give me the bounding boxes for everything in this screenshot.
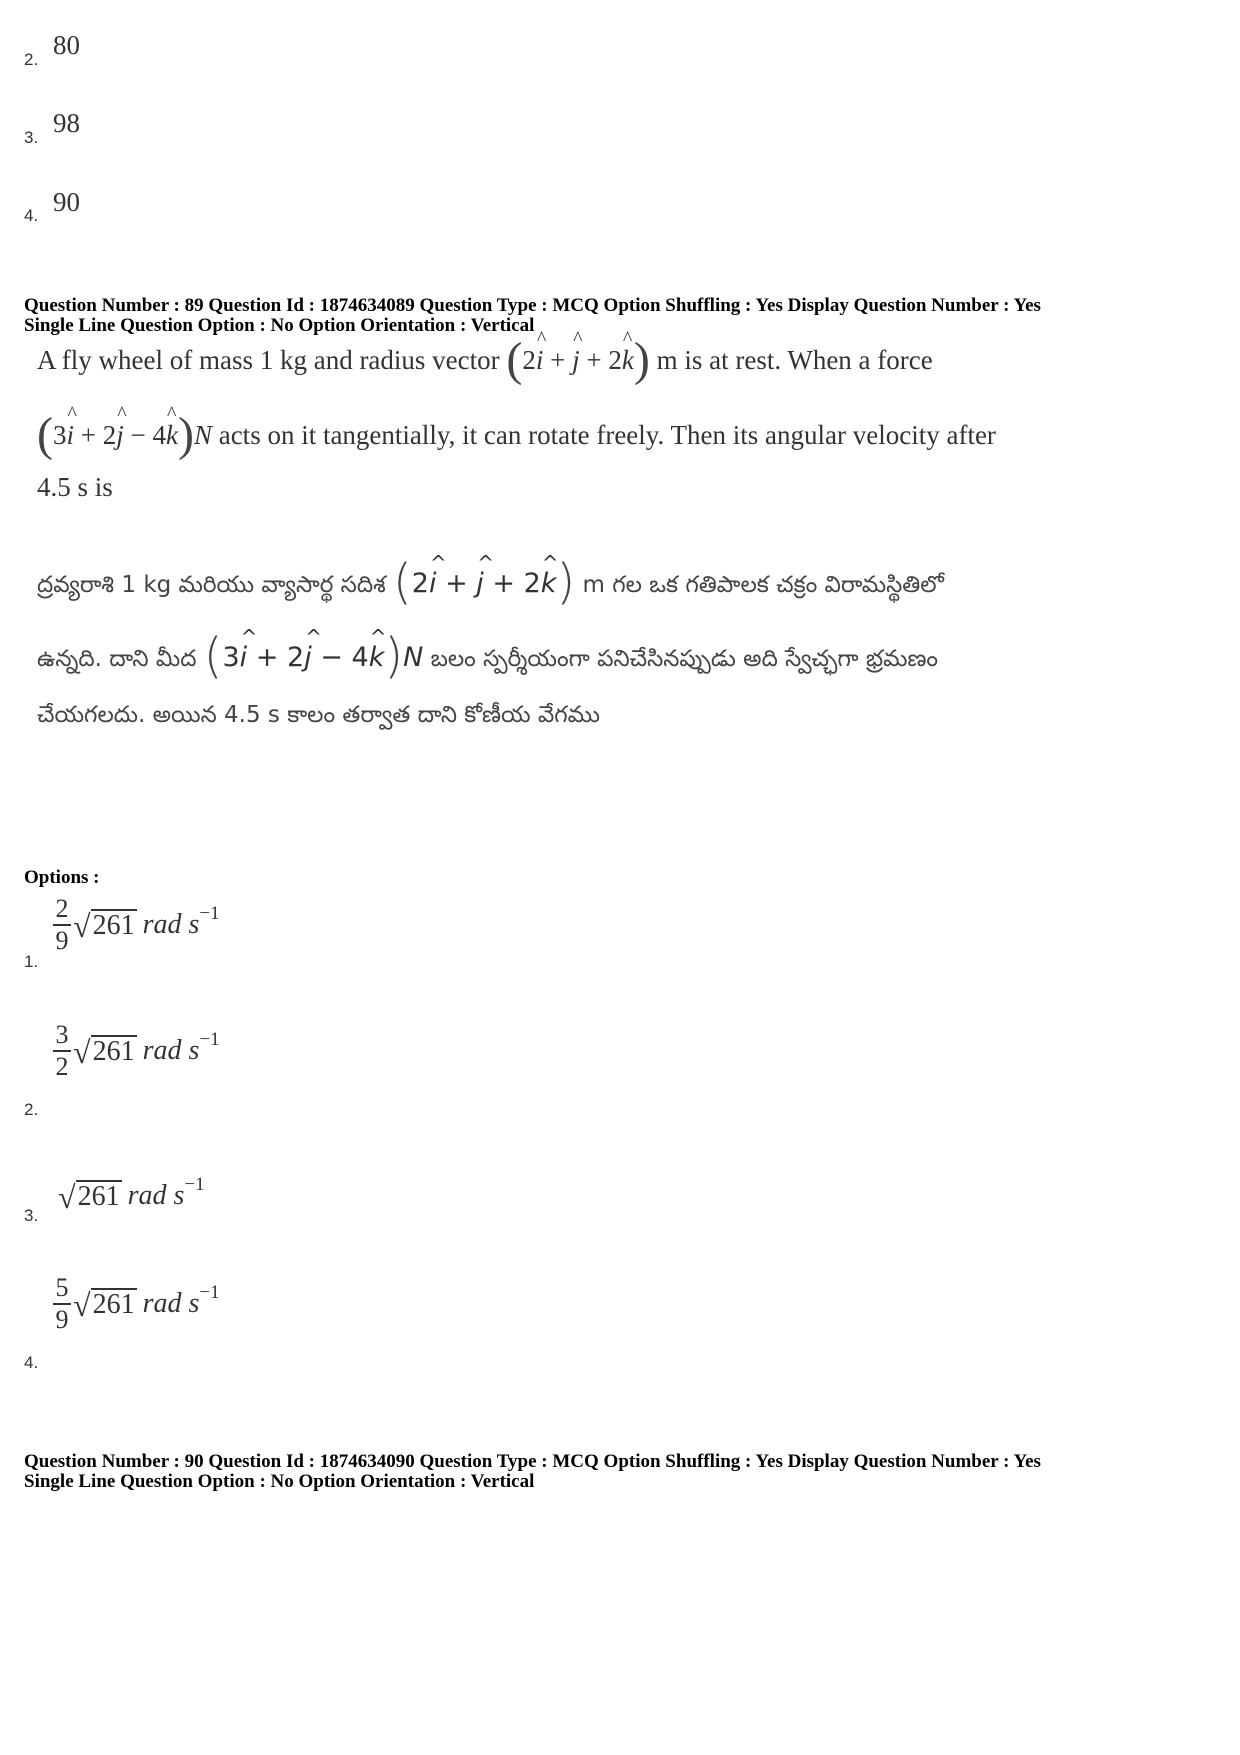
prev-option-4-value: 90	[53, 187, 80, 217]
hat-icon: ^	[622, 328, 633, 350]
q89-te-line-2	[37, 625, 939, 684]
vector-k: k ^	[368, 625, 387, 673]
q89-te-text-2b: బలం స్పర్శీయంగా పనిచేసినప్పుడు అది స్వేచ్ఛగా భ్రమణం	[430, 646, 939, 672]
vector-coefficient: 2	[523, 568, 541, 599]
hat-icon: ^	[166, 403, 177, 425]
force-unit: N	[193, 420, 212, 450]
fraction-numerator: 2	[55, 894, 69, 923]
q89-option-2-number: 2.	[24, 1100, 39, 1119]
paren-close: )	[633, 333, 650, 386]
fraction-numerator: 3	[55, 1020, 69, 1049]
vector-j: j ^	[116, 403, 127, 450]
hat-icon: ^	[573, 328, 583, 350]
q89-en-text-1a: A fly wheel of mass 1 kg and radius vector	[37, 345, 500, 375]
hat-icon: ^	[67, 403, 77, 425]
q89-meta-line-2: Single Line Question Option : No Option Orientation : Vertical	[24, 315, 535, 336]
prev-option-4-number: 4.	[24, 206, 39, 225]
radicand: 261	[92, 1036, 135, 1067]
vector-i: i ^	[428, 551, 447, 599]
prev-option-3-value: 98	[53, 108, 80, 138]
paren-open: (	[203, 628, 223, 684]
prev-option-3-number: 3.	[24, 128, 39, 147]
q89-en-text-1b: m is at rest. When a force	[656, 345, 933, 375]
q90-meta-line-2: Single Line Question Option : No Option Orientation : Vertical	[24, 1471, 535, 1492]
q89-option-2-value	[53, 1022, 220, 1080]
vector-j: j ^	[476, 551, 495, 599]
q89-options-label: Options :	[24, 867, 100, 888]
force-unit: N	[403, 642, 424, 673]
square-root	[73, 1034, 137, 1070]
q89-en-line-2	[37, 403, 996, 461]
vector-coefficient: 2	[522, 345, 536, 375]
exponent: −1	[184, 1174, 205, 1195]
hat-icon: ^	[429, 551, 447, 575]
hat-icon: ^	[477, 551, 495, 575]
paren-close: )	[384, 628, 404, 684]
q89-option-1-value	[53, 896, 220, 954]
vector-coefficient: 4	[351, 642, 369, 673]
fraction	[53, 896, 71, 954]
q90-meta-line-1: Question Number : 90 Question Id : 1874634090 Question Type : MCQ Option Shuffling : Yes Display Question Number : Yes	[24, 1451, 1041, 1472]
vector-coefficient: 3	[222, 642, 240, 673]
hat-icon: ^	[240, 625, 258, 649]
vector-operator: −	[320, 642, 343, 673]
paren-open: (	[37, 408, 53, 461]
fraction	[53, 1022, 71, 1080]
q89-te-line-1	[37, 551, 944, 610]
vector-operator: +	[445, 568, 468, 599]
q89-en-line-1	[37, 328, 933, 386]
q89-option-4-value	[53, 1275, 220, 1333]
radicand: 261	[92, 910, 135, 941]
radical-icon: √	[73, 1287, 91, 1323]
q89-option-1-number: 1.	[24, 952, 39, 971]
fraction-denominator: 9	[55, 1305, 69, 1334]
square-root	[58, 1179, 122, 1215]
fraction-denominator: 2	[55, 1052, 69, 1081]
vector-coefficient: 2	[287, 642, 305, 673]
paren-close: )	[556, 554, 576, 610]
paren-open: (	[506, 333, 523, 386]
q89-te-text-2a: ఉన్నది. దాని మీద	[37, 646, 197, 672]
exponent: −1	[199, 903, 220, 924]
vector-coefficient: 2	[608, 345, 622, 375]
q90-metadata	[24, 1452, 1041, 1492]
unit: rad s	[142, 909, 200, 940]
fraction	[53, 1275, 71, 1333]
q89-metadata	[24, 296, 1041, 336]
vector-j: j ^	[304, 625, 322, 673]
exponent: −1	[199, 1029, 220, 1050]
square-root	[73, 908, 137, 944]
vector-i: i ^	[66, 403, 77, 450]
vector-operator: +	[492, 568, 516, 599]
q89-en-text-2b: acts on it tangentially, it can rotate freely. Then its angular velocity after	[218, 420, 996, 450]
prev-option-2-value: 80	[53, 30, 80, 60]
hat-icon: ^	[369, 625, 387, 649]
q89-te-line-3-visible: చేయగలదు. అయిన 4.5 s కాలం తర్వాత దాని కోణీయ వేగము	[37, 702, 600, 728]
radicand: 261	[92, 1289, 135, 1320]
fraction-denominator: 9	[55, 926, 69, 955]
hat-icon: ^	[117, 403, 127, 425]
radical-icon: √	[73, 908, 91, 944]
vector-operator: +	[550, 345, 566, 375]
vector-i: i ^	[239, 625, 258, 673]
fraction-numerator: 5	[55, 1273, 69, 1302]
vector-operator: −	[130, 420, 146, 450]
vector-coefficient: 4	[152, 420, 166, 450]
vector-coefficient: 2	[102, 420, 117, 450]
hat-icon: ^	[536, 328, 547, 350]
vector-j: j ^	[572, 328, 583, 375]
vector-k: k ^	[621, 328, 634, 375]
vector-k: k ^	[540, 551, 559, 599]
unit: rad s	[142, 1035, 200, 1066]
q89-option-3-value	[58, 1174, 205, 1215]
paren-open: (	[393, 554, 412, 610]
q89-te-text-1b: m గల ఒక గతిపాలక చక్రం విరామస్థితిలో	[582, 572, 944, 598]
paren-close: )	[177, 408, 194, 461]
square-root	[73, 1287, 137, 1323]
vector-operator: +	[586, 345, 602, 375]
unit: rad s	[142, 1288, 200, 1319]
q89-te-text-1a: ద్రవ్యరాశి 1 kg మరియు వ్యాసార్థ సదిశ	[37, 572, 386, 598]
q89-option-4-number: 4.	[24, 1353, 39, 1372]
radical-icon: √	[58, 1179, 76, 1215]
vector-k: k ^	[165, 403, 178, 450]
prev-option-2-number: 2.	[24, 50, 39, 69]
hat-icon: ^	[305, 625, 322, 649]
radical-icon: √	[73, 1034, 91, 1070]
unit: rad s	[127, 1180, 185, 1211]
vector-i: i ^	[535, 328, 547, 375]
vector-coefficient: 3	[52, 420, 67, 450]
vector-coefficient: 2	[411, 568, 429, 599]
exponent: −1	[199, 1282, 220, 1303]
vector-operator: +	[80, 420, 96, 450]
vector-operator: +	[255, 642, 279, 673]
q89-meta-line-1: Question Number : 89 Question Id : 1874634089 Question Type : MCQ Option Shuffling : Yes Display Question Number : Yes	[24, 295, 1041, 316]
radicand: 261	[77, 1181, 120, 1212]
q89-option-3-number: 3.	[24, 1206, 39, 1225]
q89-en-line-3: 4.5 s is	[37, 472, 113, 502]
hat-icon: ^	[541, 551, 559, 575]
